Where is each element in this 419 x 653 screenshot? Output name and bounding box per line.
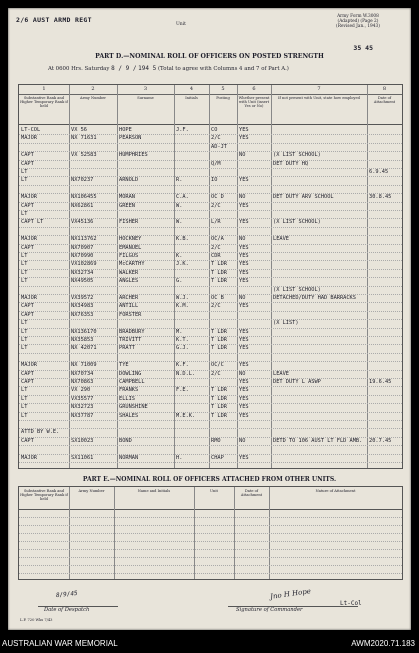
table-cell: (X LIST) <box>273 320 299 327</box>
table-cell: K.M. <box>176 303 189 310</box>
row-rule <box>19 565 402 566</box>
table-cell: (X LIST SCHOOL) <box>273 219 321 226</box>
column-number: 4 <box>189 86 194 92</box>
table-cell: NO <box>239 370 246 377</box>
row-rule <box>19 525 402 526</box>
table-cell: K.F. <box>176 362 189 369</box>
table-cell: YES <box>239 387 249 394</box>
table-cell: ELLIS <box>119 395 135 402</box>
table-cell: YES <box>239 269 249 276</box>
table-cell: VX102869 <box>71 261 97 268</box>
table-cell: MAJOR <box>21 454 37 461</box>
table-cell: YES <box>239 253 249 259</box>
table-cell: YES <box>239 278 249 285</box>
table-cell: NX35853 <box>71 337 94 343</box>
table-cell: (X LIST SCHOOL) <box>273 286 321 293</box>
column-number: 7 <box>317 86 321 92</box>
table-cell: VX39572 <box>71 295 94 301</box>
table-cell: LT <box>21 337 28 343</box>
table-row <box>19 413 402 420</box>
table-row <box>19 295 402 302</box>
table-cell: YES <box>239 379 249 385</box>
table-row <box>19 446 402 453</box>
table-cell: SHALES <box>119 412 139 419</box>
table-cell: PRATT <box>119 345 135 352</box>
table-cell: NX70734 <box>71 370 94 377</box>
officers-posted-table <box>18 84 403 469</box>
table-cell: J.K. <box>176 261 189 268</box>
table-cell: NORMAN <box>119 454 139 461</box>
table-cell: MAJOR <box>21 135 37 142</box>
table-cell: LT <box>21 345 28 352</box>
table-row <box>19 169 402 176</box>
table-cell: LT <box>21 320 28 327</box>
table-cell: 6.9.45 <box>369 169 389 175</box>
table-cell: ARNOLD <box>119 177 139 184</box>
table-cell: CHAP <box>211 454 224 461</box>
table-cell: CAPT <box>21 202 34 209</box>
officers-attached-table <box>18 486 403 580</box>
table-cell: MAJOR <box>21 295 37 301</box>
unit-label: Unit <box>176 22 186 27</box>
table-cell: DET DUTY ARV SCHOOL <box>273 194 334 201</box>
table-cell: CAPT <box>21 311 34 318</box>
table-row <box>19 194 402 201</box>
table-cell: NX70990 <box>71 253 94 259</box>
table-cell: FILGUS <box>119 253 139 259</box>
table-cell: K.T. <box>176 337 189 343</box>
table-row <box>19 320 402 327</box>
table-cell: BOND <box>119 437 132 444</box>
table-cell: NX62861 <box>71 202 94 209</box>
table-cell: ATTD BY W.E. <box>21 429 60 436</box>
table-cell: NX34983 <box>71 303 94 310</box>
table-cell: YES <box>239 127 249 133</box>
table-cell: T LDR <box>211 404 227 411</box>
form-line: Army Form W.3008 <box>337 14 379 19</box>
strength-time-line <box>48 65 289 72</box>
table-cell: 20.7.45 <box>369 437 392 444</box>
table-cell: 2/C <box>211 370 221 377</box>
table-cell: CAPT <box>21 160 34 167</box>
row-rule <box>19 557 402 558</box>
table-cell: IO <box>211 177 218 184</box>
table-cell: T LDR <box>211 412 227 419</box>
table-cell: NX136170 <box>71 328 97 335</box>
table-cell: NX76353 <box>71 311 94 318</box>
table-cell: NO <box>239 194 246 201</box>
column-number: 6 <box>252 86 256 92</box>
table-cell: CAPT LT <box>21 219 44 226</box>
table-cell: GREEN <box>119 202 135 209</box>
table-row <box>19 177 402 184</box>
column-header: Name and Initials <box>137 489 171 493</box>
table-cell: OC B <box>211 295 224 301</box>
form-line: (Revised Jan., 1943) <box>336 24 380 29</box>
table-cell: OC/C <box>211 362 224 369</box>
table-cell: LT <box>21 387 28 394</box>
table-cell: LT <box>21 169 28 175</box>
table-cell: M. <box>176 328 183 335</box>
table-row <box>19 421 402 428</box>
table-cell: HUMPHRIES <box>119 152 148 159</box>
table-cell: CAPT <box>21 303 34 310</box>
table-cell: YES <box>239 395 249 402</box>
table-cell: OC/A <box>211 236 224 243</box>
table-cell: HOCKNEY <box>119 236 142 243</box>
table-cell: BRADBURY <box>119 328 145 335</box>
column-number: 1 <box>42 86 46 92</box>
table-cell: VX 56 <box>71 127 87 133</box>
table-cell: DET DUTY L ASWP <box>273 379 321 385</box>
table-cell: NX106455 <box>71 194 97 201</box>
commander-signature: Jno H Hope <box>269 587 312 601</box>
table-cell: SX11061 <box>71 454 94 461</box>
table-cell: N.D.L. <box>176 370 196 377</box>
table-cell: T LDR <box>211 345 227 352</box>
table-cell: NX 71631 <box>71 135 97 142</box>
table-cell: OC D <box>211 194 224 201</box>
table-cell: K.B. <box>176 236 189 243</box>
table-row <box>19 261 402 268</box>
table-row <box>19 379 402 386</box>
table-cell: NX70863 <box>71 379 94 385</box>
table-cell: CDR <box>211 253 221 259</box>
table-cell: T LDR <box>211 328 227 335</box>
table-row <box>19 455 402 462</box>
form-identifier <box>313 14 403 29</box>
table-cell: LT-COL <box>21 127 41 133</box>
table-cell: YES <box>239 219 249 226</box>
row-rule <box>19 462 402 463</box>
table-cell: C.A. <box>176 194 189 201</box>
row-rule <box>19 533 402 534</box>
table-cell: K. <box>176 253 183 259</box>
table-cell: YES <box>239 362 249 369</box>
table-row <box>19 345 402 352</box>
table-cell: T LDR <box>211 337 227 343</box>
table-cell: YES <box>239 337 249 343</box>
table-cell: CAPT <box>21 437 34 444</box>
table-cell: NX70237 <box>71 177 94 184</box>
table-cell: NX37787 <box>71 412 94 419</box>
table-cell: J.F. <box>176 127 189 133</box>
table-cell: LT <box>21 177 28 184</box>
column-header: Nature of Attachment <box>315 489 356 493</box>
table-cell: 2/C <box>211 135 221 142</box>
table-cell: YES <box>239 412 249 419</box>
table-cell: L/R <box>211 219 221 226</box>
column-header-row <box>19 487 402 510</box>
table-cell: 2/C <box>211 303 221 310</box>
table-cell: YES <box>239 454 249 461</box>
commander-rank: Lt-Col <box>340 600 362 607</box>
table-row <box>19 186 402 193</box>
table-cell: T LDR <box>211 261 227 268</box>
table-cell: CAPT <box>21 370 34 377</box>
table-cell: VX35577 <box>71 395 94 402</box>
table-cell: LT <box>21 278 28 285</box>
table-cell: LT <box>21 253 28 259</box>
archive-credit: AUSTRALIAN WAR MEMORIAL <box>2 639 118 648</box>
table-row <box>19 312 402 319</box>
table-cell: FRANKS <box>119 387 139 394</box>
table-row <box>19 404 402 411</box>
table-cell: T LDR <box>211 395 227 402</box>
table-row <box>19 438 402 445</box>
table-cell: AD-JT <box>211 143 227 150</box>
column-header: Unit <box>210 489 218 493</box>
table-cell: YES <box>239 135 249 142</box>
table-cell: NX113762 <box>71 236 97 243</box>
column-header: Surname <box>137 96 154 100</box>
table-cell: YES <box>239 345 249 352</box>
table-row <box>19 371 402 378</box>
time-prefix: At 0600 Hrs. Saturday <box>48 66 110 72</box>
table-cell: YES <box>239 177 249 184</box>
table-cell: Q/M <box>211 160 221 167</box>
column-header: Army Number <box>78 489 105 493</box>
table-cell: DETACHED/DUTY HAD BARRACKS <box>273 295 356 301</box>
column-number: 8 <box>382 86 387 92</box>
column-header: Substantive Rank and Higher Temporary Rank if held <box>20 489 68 502</box>
part-e-title: PART E.—NOMINAL ROLL OF OFFICERS ATTACHED FROM OTHER UNITS. <box>82 476 337 483</box>
table-cell: LT <box>21 261 28 268</box>
table-cell: NO <box>239 437 246 444</box>
table-row <box>19 236 402 243</box>
table-cell: H. <box>176 454 183 461</box>
table-row <box>19 396 402 403</box>
table-cell: W.J. <box>176 295 189 301</box>
table-row <box>19 337 402 344</box>
table-cell: ANGLES <box>119 278 139 285</box>
table-cell: W. <box>176 202 183 209</box>
table-cell: PEARSON <box>119 135 142 142</box>
table-cell: ARCHER <box>119 295 139 301</box>
time-suffix: (Total to agree with Columns 4 and 7 of Part A.) <box>157 66 289 72</box>
table-cell: GRUNSHINE <box>119 404 148 411</box>
table-cell: CAPT <box>21 244 34 251</box>
column-header: If not present with Unit, state how employed <box>278 96 360 100</box>
table-row <box>19 362 402 369</box>
table-cell: R. <box>176 177 183 184</box>
table-cell: T LDR <box>211 278 227 285</box>
table-cell: YES <box>239 328 249 335</box>
table-cell: 19.6.45 <box>369 379 392 385</box>
column-header: Posting <box>216 96 230 100</box>
table-cell: W. <box>176 219 183 226</box>
table-row <box>19 219 402 226</box>
table-cell: NX 71009 <box>71 362 97 369</box>
row-rule <box>19 573 402 574</box>
archive-accession-number: AWM2020.71.183 <box>351 639 415 648</box>
table-cell: LT <box>21 269 28 276</box>
table-cell: DOWLING <box>119 370 142 377</box>
column-header-row <box>19 94 402 125</box>
table-cell: 2/C <box>211 244 221 251</box>
table-row <box>19 270 402 277</box>
table-row <box>19 152 402 159</box>
table-cell: MAJOR <box>21 236 37 243</box>
despatch-date: 8/9/45 <box>55 589 78 600</box>
table-cell: DETD TO 106 AUST LT FLD AMB. <box>273 437 363 444</box>
unit-name: 2/6 AUST ARMD REGT <box>16 16 92 24</box>
table-cell: 30.8.45 <box>369 194 392 201</box>
printer-code: L.P. 720 Wks 7/43 <box>20 618 53 622</box>
table-row <box>19 253 402 260</box>
despatch-label: Date of Despatch <box>44 607 90 613</box>
table-cell: LT <box>21 211 28 217</box>
table-cell: McCARTHY <box>119 261 145 268</box>
table-cell: 2/C <box>211 202 221 209</box>
table-cell: TRIVITT <box>119 337 142 343</box>
table-row <box>19 429 402 436</box>
table-cell: TYE <box>119 362 129 369</box>
column-header: Date of Attachment <box>373 96 396 105</box>
table-cell: FISHER <box>119 219 139 226</box>
table-row <box>19 278 402 285</box>
table-cell: VX 52583 <box>71 152 97 159</box>
table-row <box>19 161 402 168</box>
commander-label: Signature of Commander <box>236 607 303 613</box>
table-cell: VX 290 <box>71 387 91 394</box>
table-cell: YES <box>239 202 249 209</box>
table-cell: LEAVE <box>273 370 289 377</box>
row-rule <box>19 541 402 542</box>
table-cell: YES <box>239 303 249 310</box>
table-cell: LT <box>21 412 28 419</box>
table-cell: DET DUTY HQ <box>273 160 309 167</box>
table-cell: NO <box>239 295 246 301</box>
column-header: Initials <box>185 96 198 100</box>
table-cell: NX49505 <box>71 278 94 285</box>
table-cell: MORAN <box>119 194 135 201</box>
table-cell: (X LIST SCHOOL) <box>273 152 321 159</box>
column-number: 2 <box>91 86 95 92</box>
table-cell: G.J. <box>176 345 189 352</box>
row-rule <box>19 549 402 550</box>
table-cell: T LDR <box>211 269 227 276</box>
table-row <box>19 303 402 310</box>
table-cell: LT <box>21 404 28 411</box>
table-row <box>19 354 402 361</box>
table-cell: SX10023 <box>71 437 94 444</box>
page-number: 35 45 <box>353 44 373 52</box>
table-cell: FORSTER <box>119 311 142 318</box>
table-cell: ANTILL <box>119 303 139 310</box>
table-row <box>19 287 402 294</box>
column-header: Date of Attachment <box>240 489 263 498</box>
table-row <box>19 135 402 142</box>
table-cell: NX 42071 <box>71 345 97 352</box>
table-cell: CAPT <box>21 152 34 159</box>
table-row <box>19 329 402 336</box>
table-cell: EMANUEL <box>119 244 142 251</box>
table-row <box>19 387 402 394</box>
table-cell: F.E. <box>176 387 189 394</box>
column-header: Whether present with Unit (insert Yes or No) <box>238 96 270 109</box>
table-row <box>19 144 402 151</box>
table-cell: CAPT <box>21 379 34 385</box>
column-number: 3 <box>143 86 148 92</box>
table-cell: T LDR <box>211 387 227 394</box>
table-cell: LT <box>21 395 28 402</box>
table-row <box>19 228 402 235</box>
table-cell: M.E.K. <box>176 412 196 419</box>
table-cell: YES <box>239 244 249 251</box>
table-cell: HOPE <box>119 127 132 133</box>
time-date: 8 / 9 / <box>111 65 137 72</box>
table-cell: NO <box>239 152 246 159</box>
column-header: Substantive Rank and Higher Temporary Rank if held <box>20 96 68 109</box>
army-form-page <box>8 8 411 630</box>
table-cell: RMO <box>211 437 221 444</box>
table-cell: LT <box>21 328 28 335</box>
table-cell: VX45136 <box>71 219 94 226</box>
table-row <box>19 245 402 252</box>
table-cell: NO <box>239 236 246 243</box>
table-cell: CAMPBELL <box>119 379 145 385</box>
table-cell: G. <box>176 278 183 285</box>
table-cell: NX32723 <box>71 404 94 411</box>
table-cell: CO <box>211 127 218 133</box>
column-number: 5 <box>221 86 225 92</box>
table-cell: NX70907 <box>71 244 94 251</box>
table-cell: YES <box>239 404 249 411</box>
column-header: Army Number <box>80 96 106 100</box>
table-cell: MAJOR <box>21 194 37 201</box>
table-row <box>19 211 402 218</box>
table-cell: LEAVE <box>273 236 289 243</box>
table-row <box>19 127 402 134</box>
table-cell: WALKER <box>119 269 139 276</box>
form-line: (Adapted) (Page 2) <box>337 19 379 24</box>
table-cell: NX32734 <box>71 269 94 276</box>
row-rule <box>19 517 402 518</box>
table-cell: YES <box>239 261 249 268</box>
time-year: 194 5 <box>138 65 157 72</box>
part-d-title: PART D.—NOMINAL ROLL OF OFFICERS ON POSTED STRENGTH <box>95 53 324 60</box>
table-cell: MAJOR <box>21 362 37 369</box>
table-row <box>19 203 402 210</box>
